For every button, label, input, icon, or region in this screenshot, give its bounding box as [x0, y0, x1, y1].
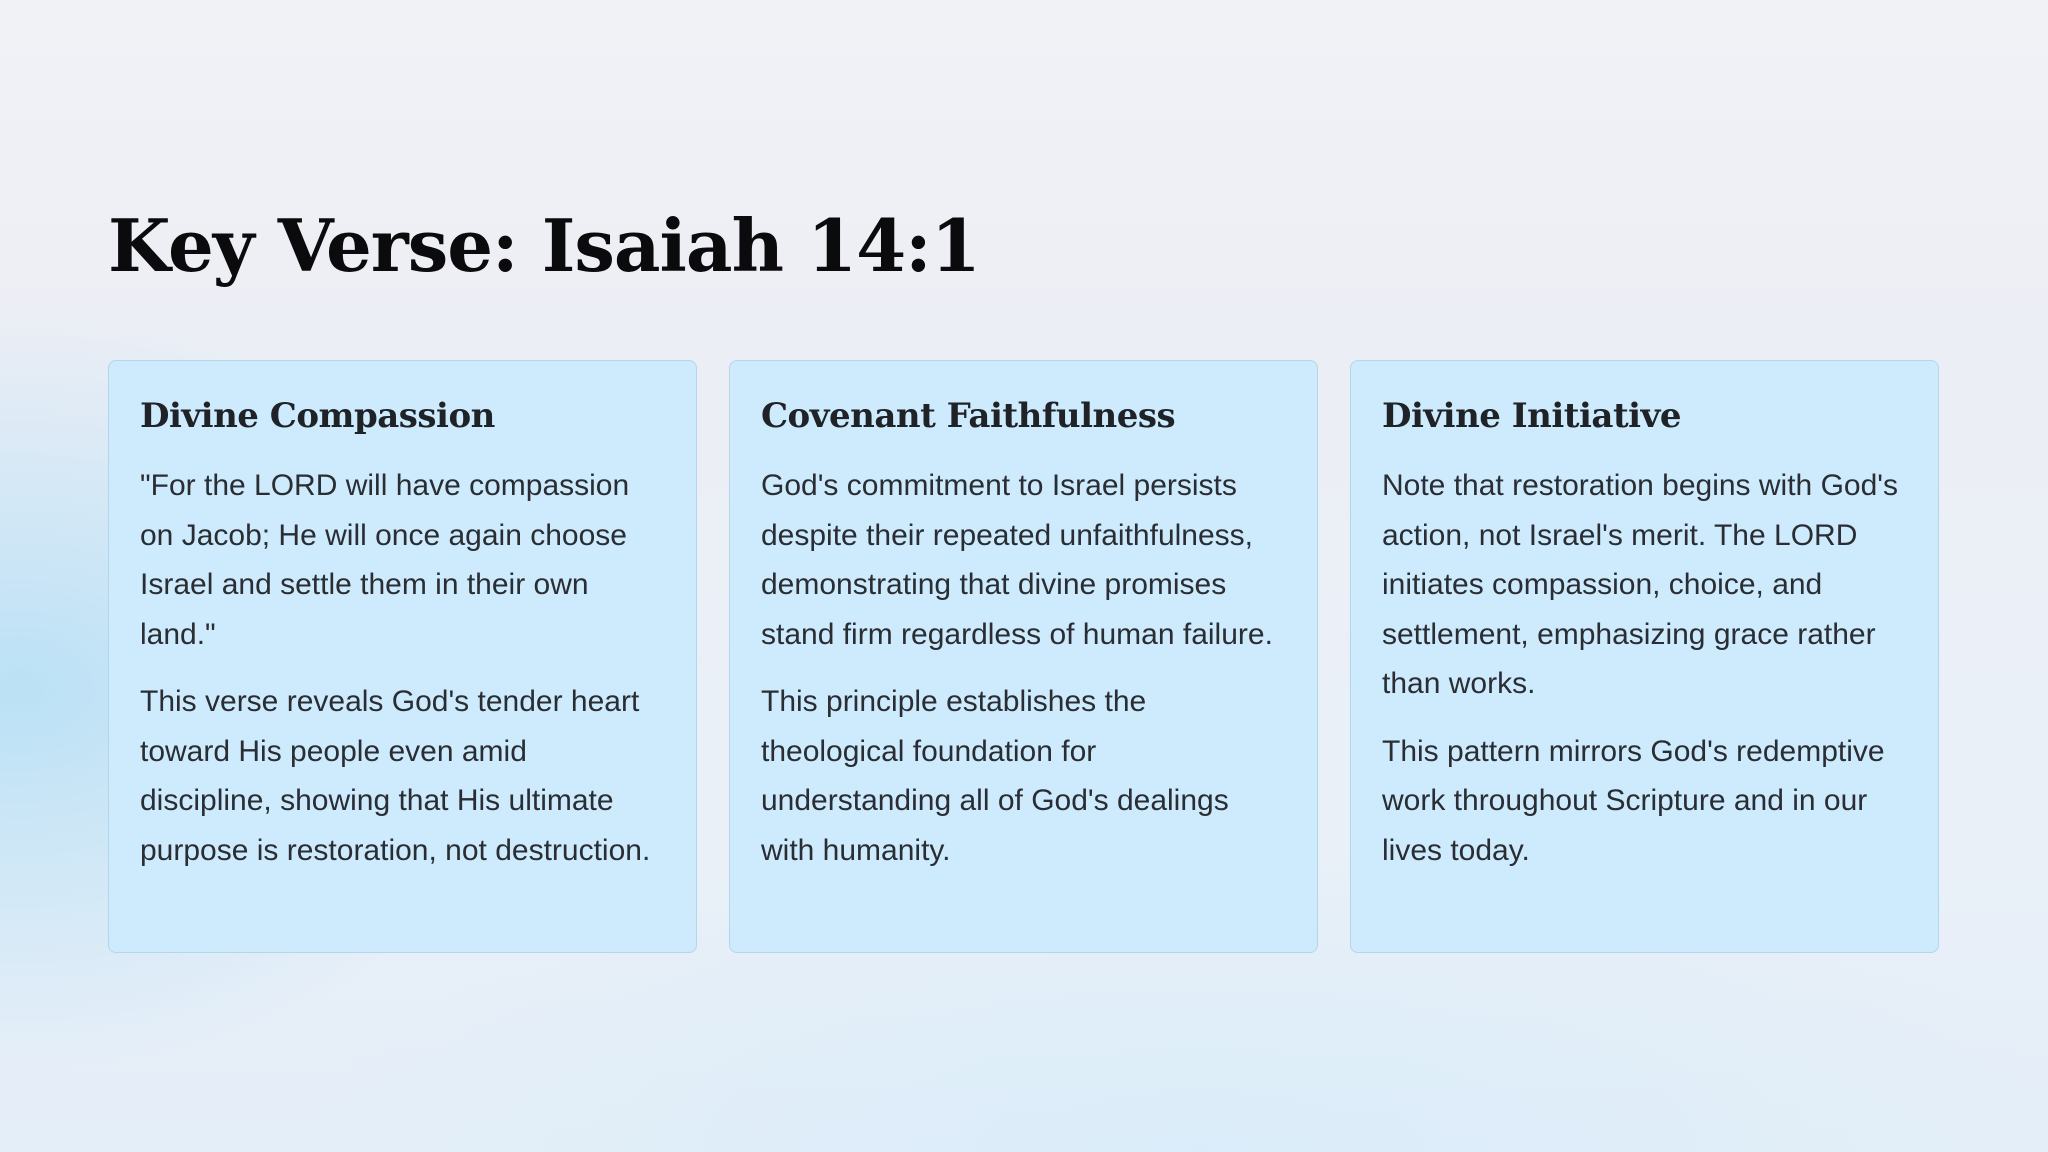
card-divine-initiative [1350, 360, 1939, 953]
card-paragraph: This verse reveals God's tender heart toward His people even amid discipline, showing that His ultimate purpose is restoration, not destruction. [140, 685, 651, 867]
card-heading: Covenant Faithfulness [761, 396, 1176, 436]
card-paragraph: God's commitment to Israel persists despite their repeated unfaithfulness, demonstrating that divine promises stand firm regardless of human failure. [761, 469, 1273, 651]
card-covenant-faithfulness [729, 360, 1318, 953]
card-divine-compassion [108, 360, 697, 953]
card-heading: Divine Compassion [140, 396, 495, 436]
card-paragraph: This principle establishes the theological foundation for understanding all of God's dealings with humanity. [761, 685, 1229, 867]
card-quote: "For the LORD will have compassion on Jacob; He will once again choose Israel and settle them in their own land." [140, 469, 630, 651]
card-heading: Divine Initiative [1382, 396, 1681, 436]
card-paragraph: This pattern mirrors God's redemptive work throughout Scripture and in our lives today. [1382, 734, 1885, 867]
card-paragraph: Note that restoration begins with God's action, not Israel's merit. The LORD initiates compassion, choice, and settlement, emphasizing grace rather than works. [1382, 469, 1899, 700]
cards-row [108, 360, 1939, 953]
slide-title: Key Verse: Isaiah 14:1 [108, 203, 980, 288]
